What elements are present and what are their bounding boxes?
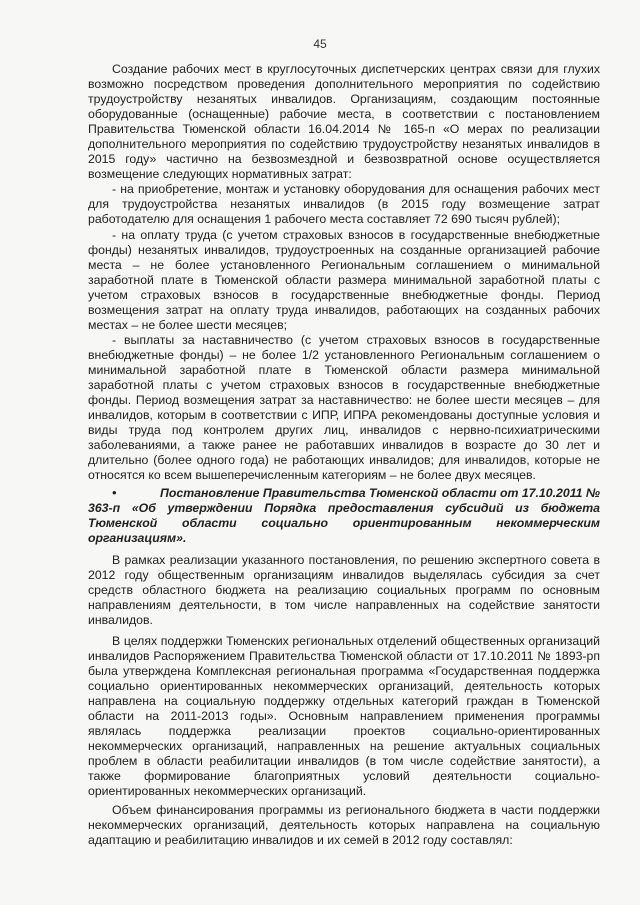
bullet-icon: • xyxy=(112,486,117,501)
decree-heading xyxy=(88,486,600,546)
paragraph-funding: Объем финансирования программы из регионального бюджета в части поддержки некоммерческих организаций, деятельность которых направлена на социальную адаптацию и реабилитацию инвалидов и их семей в 2012 году составлял: xyxy=(88,803,600,848)
paragraph-subsidy: В рамках реализации указанного постановления, по решению экспертного совета в 2012 году общественным организациям инвалидов выделялась субсидия за счет средств областного бюджета на реализацию социальных программ по основным направлениям деятельности, в том числе направленных на содействие занятости инвалидов. xyxy=(88,552,600,627)
document-body xyxy=(88,62,600,848)
decree-title: Постановление Правительства Тюменской области от 17.10.2011 № 363-п «Об утверждении Порядка предоставления субсидий из бюджета Тюменской области социально ориентированным некоммерческим организациям». xyxy=(88,486,600,546)
list-item-mentoring: - выплаты за наставничество (с учетом страховых взносов в государственные внебюджетные фонды) – не более 1/2 установленного Региональным соглашением о минимальной заработной плате в Тюменской области размера минимальной заработной платы с учетом страховых взносов в государственные внебюджетные фонды. Период возмещения затрат за наставничество: не более шести месяцев – для инвалидов, которым в соответствии с ИПР, ИПРА рекомендованы доступные условия и виды труда под контролем других лиц, инвалидов с нервно-психиатрическими заболеваниями, а также ранее не работавших инвалидов в возрасте до 30 лет и длительно (более одного года) не работающих инвалидов; для инвалидов, которые не относятся ко всем вышеперечисленным категориям – не более двух месяцев. xyxy=(88,332,600,483)
paragraph-program: В целях поддержки Тюменских региональных отделений общественных организаций инвалидов Распоряжением Правительства Тюменской области от 17.10.2011 № 1893-рп была утверждена Комплексная региональная программа «Государственная поддержка социально ориентированных некоммерческих организаций, деятельность которых направлена на социальную поддержку отдельных категорий граждан в Тюменской области на 2011-2013 годы». Основным направлением применения программы являлась поддержка реализации проектов социально-ориентированных некоммерческих организаций, направленных на решение актуальных социальных проблем в области реабилитации инвалидов (в том числе содействие занятости), а также формирование благоприятных условий деятельности социально-ориентированных некоммерческих организаций. xyxy=(88,633,600,799)
paragraph-intro: Создание рабочих мест в круглосуточных диспетчерских центрах связи для глухих возможно посредством проведения дополнительного мероприятия по содействию трудоустройству незанятых инвалидов. Организациям, создающим постоянные оборудованные (оснащенные) рабочие места, в соответствии с постановлением Правительства Тюменской области 16.04.2014 № 165-п «О мерах по реализации дополнительного мероприятия по содействию трудоустройству незанятых инвалидов в 2015 году» частично на безвозмездной и безвозвратной основе осуществляется возмещение следующих нормативных затрат: xyxy=(88,62,600,182)
list-item-equipment: - на приобретение, монтаж и установку оборудования для оснащения рабочих мест для трудоустройства незанятых инвалидов (в 2015 году возмещение затрат работодателю для оснащения 1 рабочего места составляет 72 690 тысяч рублей); xyxy=(88,182,600,227)
list-item-wages: - на оплату труда (с учетом страховых взносов в государственные внебюджетные фонды) незанятых инвалидов, трудоустроенных на созданные организацией рабочие места – не более установленного Региональным соглашением о минимальной заработной плате в Тюменской области размера минимальной заработной платы с учетом страховых взносов в государственные внебюджетные фонды. Период возмещения затрат на оплату труда инвалидов, работающих на созданных рабочих местах – не более шести месяцев; xyxy=(88,227,600,332)
page-number: 45 xyxy=(313,37,327,51)
